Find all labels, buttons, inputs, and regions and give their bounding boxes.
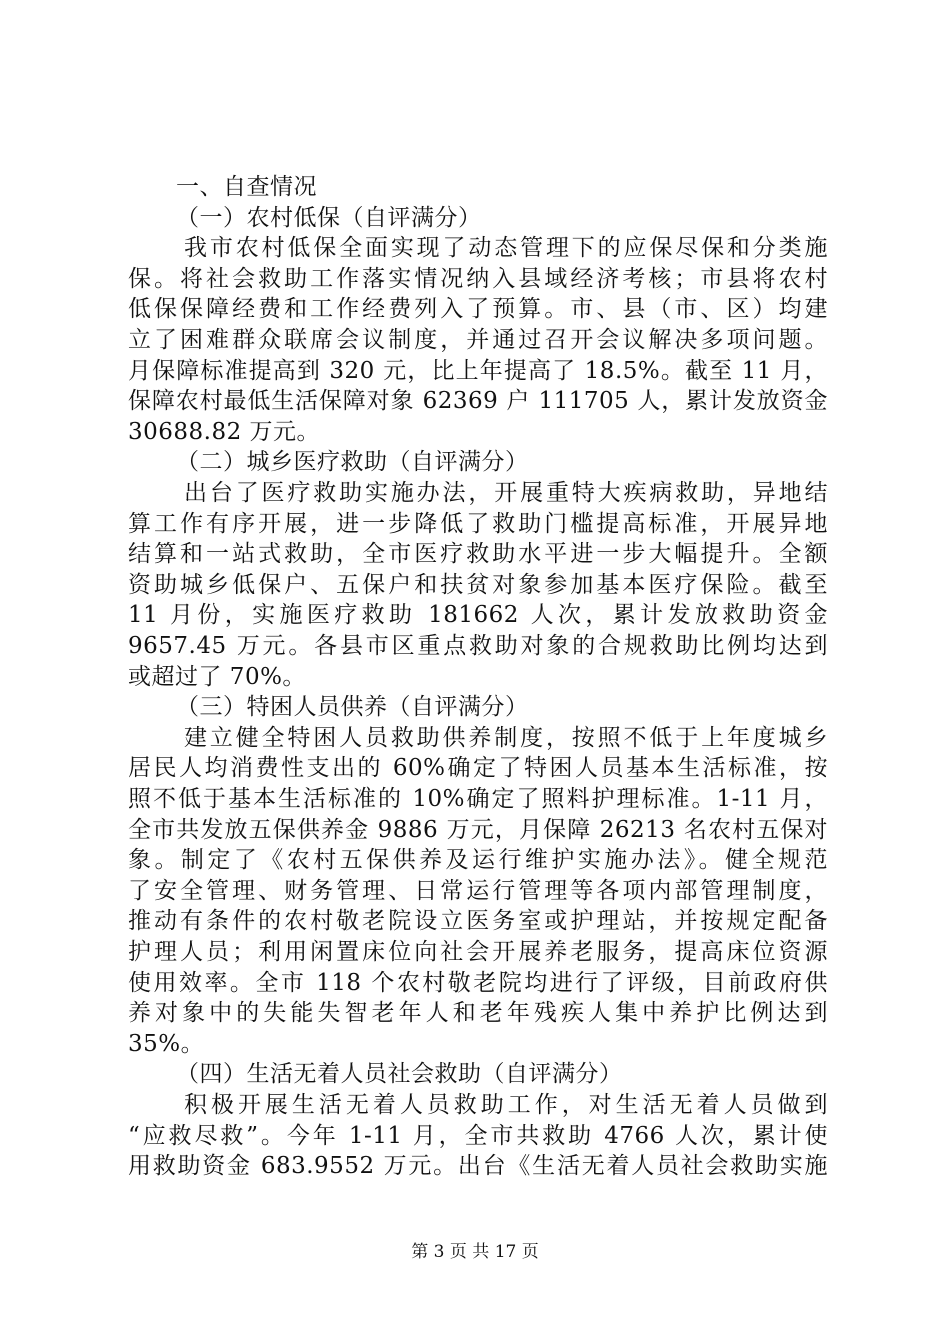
paragraph-line: 出台了医疗救助实施办法，开展重特大疾病救助，异地结 — [184, 480, 828, 506]
paragraph-line: “应救尽救”。今年 1-11 月，全市共救助 4766 人次，累计使 — [128, 1122, 828, 1149]
page-footer: 第 3 页 共 17 页 — [411, 1242, 539, 1262]
section-heading: 一、自查情况 — [176, 174, 317, 200]
paragraph-line: 月保障标准提高到 320 元，比上年提高了 18.5%。截至 11 月， — [128, 357, 828, 384]
paragraph-line: 结算和一站式救助，全市医疗救助水平进一步大幅提升。全额 — [128, 541, 828, 568]
paragraph-line: 35%。 — [128, 1030, 205, 1057]
paragraph-line: 保。将社会救助工作落实情况纳入县域经济考核；市县将农村 — [128, 265, 828, 292]
paragraph-line: 立了困难群众联席会议制度，并通过召开会议解决多项问题。 — [128, 327, 828, 353]
paragraph-line: 积极开展生活无着人员救助工作，对生活无着人员做到 — [184, 1092, 828, 1118]
paragraph-line: 或超过了 70%。 — [128, 663, 306, 690]
subsection-heading: （一）农村低保（自评满分） — [176, 204, 482, 231]
subsection-heading: （二）城乡医疗救助（自评满分） — [176, 449, 529, 476]
paragraph-line: 象。制定了《农村五保供养及运行维护实施办法》。健全规范 — [128, 847, 828, 874]
subsection-heading: （三）特困人员供养（自评满分） — [176, 694, 529, 721]
paragraph-line: 了安全管理、财务管理、日常运行管理等各项内部管理制度， — [128, 877, 828, 904]
paragraph-line: 30688.82 万元。 — [128, 418, 321, 445]
paragraph-line: 居民人均消费性支出的 60%确定了特困人员基本生活标准，按 — [128, 755, 828, 782]
paragraph-line: 用救助资金 683.9552 万元。出台《生活无着人员社会救助实施 — [128, 1153, 828, 1180]
paragraph-line: 养对象中的失能失智老年人和老年残疾人集中养护比例达到 — [128, 1000, 828, 1027]
paragraph-line: 建立健全特困人员救助供养制度，按照不低于上年度城乡 — [184, 724, 828, 751]
paragraph-line: 护理人员；利用闲置床位向社会开展养老服务，提高床位资源 — [128, 939, 828, 965]
paragraph-line: 照不低于基本生活标准的 10%确定了照料护理标准。1-11 月， — [128, 786, 828, 812]
paragraph-line: 低保保障经费和工作经费列入了预算。市、县（市、区）均建 — [128, 296, 828, 323]
paragraph-line: 算工作有序开展，进一步降低了救助门槛提高标准，开展异地 — [128, 510, 828, 537]
paragraph-line: 11 月份，实施医疗救助 181662 人次，累计发放救助资金 — [128, 602, 828, 629]
subsection-heading: （四）生活无着人员社会救助（自评满分） — [176, 1061, 623, 1088]
paragraph-line: 资助城乡低保户、五保户和扶贫对象参加基本医疗保险。截至 — [128, 571, 828, 598]
paragraph-line: 使用效率。全市 118 个农村敬老院均进行了评级，目前政府供 — [128, 969, 828, 996]
paragraph-line: 全市共发放五保供养金 9886 万元，月保障 26213 名农村五保对 — [128, 816, 828, 843]
paragraph-line: 保障农村最低生活保障对象 62369 户 111705 人，累计发放资金 — [128, 388, 828, 415]
paragraph-line: 我市农村低保全面实现了动态管理下的应保尽保和分类施 — [184, 235, 828, 262]
paragraph-line: 推动有条件的农村敬老院设立医务室或护理站，并按规定配备 — [128, 908, 828, 935]
paragraph-line: 9657.45 万元。各县市区重点救助对象的合规救助比例均达到 — [128, 633, 828, 659]
